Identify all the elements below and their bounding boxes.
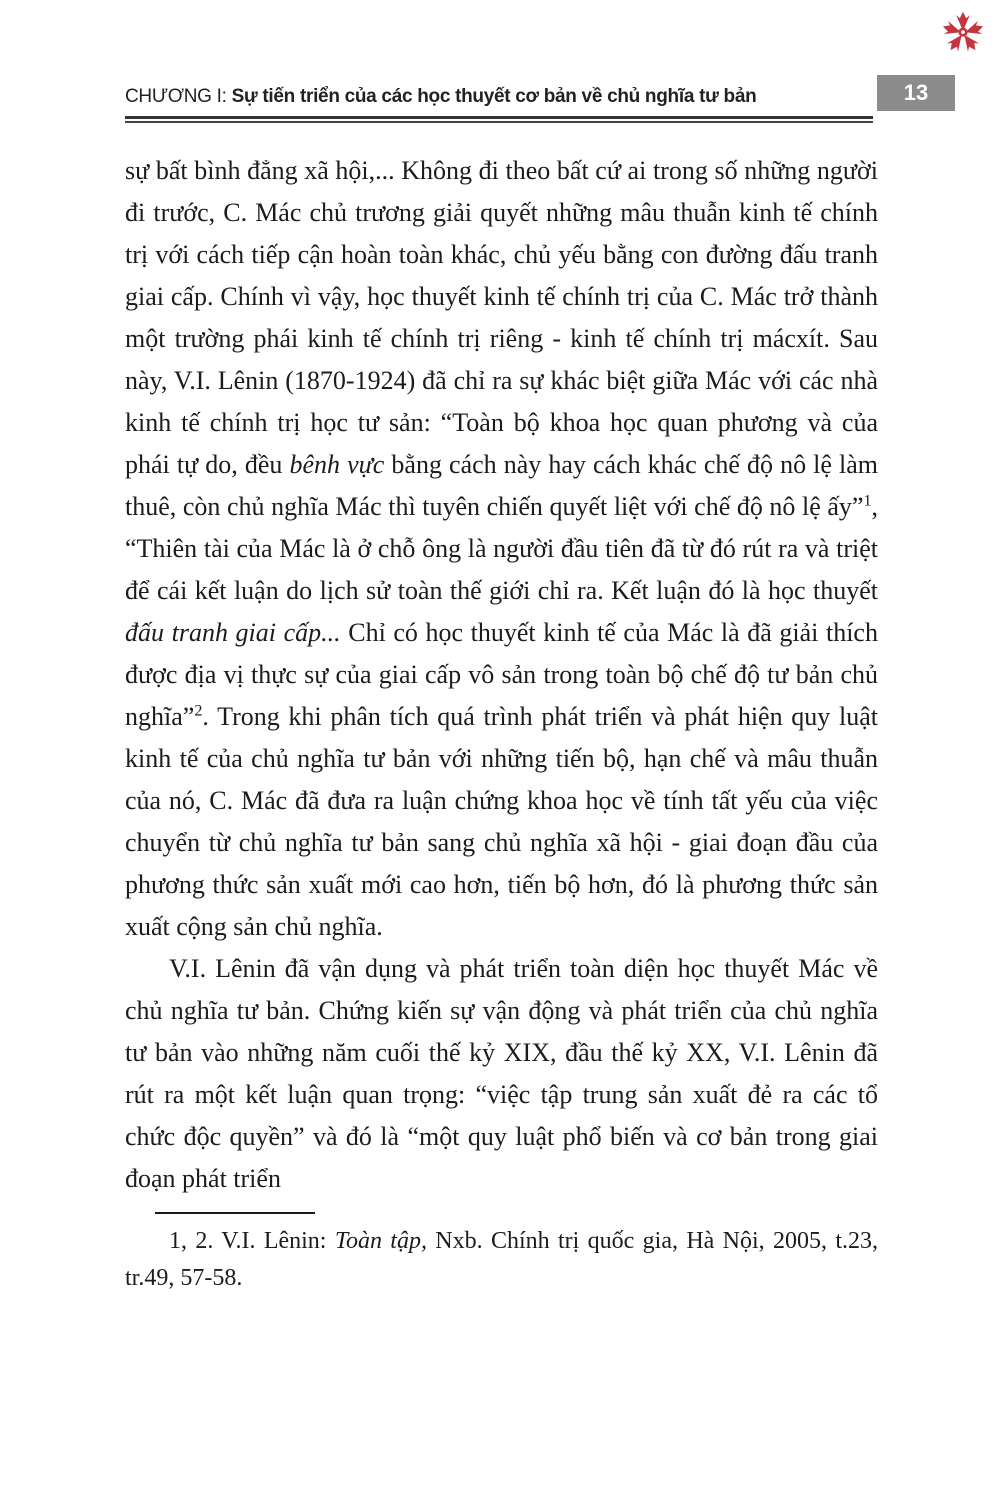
text-run: Chỉ có học thuyết kinh tế của Mác là đã giải thích được địa vị thực sự của giai cấp vô sản trong toàn bộ chế độ tư bản chủ nghĩa”: [125, 618, 878, 731]
publisher-flower-icon: [940, 10, 986, 56]
paragraph: [125, 948, 878, 1200]
header-double-rule: [125, 116, 873, 123]
text-run: bằng cách này hay cách khác chế độ nô lệ làm thuê, còn chủ nghĩa Mác thì tuyên chiến quyết liệt với chế độ nô lệ ấy”: [125, 450, 878, 521]
footnote: [125, 1212, 878, 1297]
body-text: [125, 150, 878, 1200]
footnote-reference: 1: [863, 492, 872, 510]
text-run: sự bất bình đẳng xã hội,... Không đi theo bất cứ ai trong số những người đi trước, C. Mác chủ trương giải quyết những mâu thuẫn kinh tế chính trị với cách tiếp cận hoàn toàn khác, chủ yếu bằng con đường đấu tranh giai cấp. Chính vì vậy, học thuyết kinh tế chính trị của C. Mác trở thành một trường phái kinh tế chính trị riêng - kinh tế chính trị mácxít. Sau này, V.I. Lênin (1870-1924) đã chỉ ra sự khác biệt giữa Mác với các nhà kinh tế chính trị học tư sản: “Toàn bộ khoa học quan phương và của phái tự do, đều: [125, 156, 878, 479]
chapter-label: CHƯƠNG I:: [125, 86, 227, 107]
emphasized-text: Toàn tập,: [334, 1228, 427, 1254]
footnote-divider: [155, 1212, 315, 1214]
text-run: V.I. Lênin đã vận dụng và phát triển toàn diện học thuyết Mác về chủ nghĩa tư bản. Chứng kiến sự vận động và phát triển của chủ nghĩa tư bản vào những năm cuối thế kỷ XIX, đầu thế kỷ XX, V.I. Lênin đã rút ra một kết luận quan trọng: “việc tập trung sản xuất đẻ ra các tổ chức độc quyền” và đó là “một quy luật phổ biến và cơ bản trong giai đoạn phát triển: [125, 954, 878, 1193]
page-number-badge: 13: [877, 75, 955, 111]
text-run: . Trong khi phân tích quá trình phát triển và phát hiện quy luật kinh tế của chủ nghĩa tư bản với những tiến bộ, hạn chế và mâu thuẫn của nó, C. Mác đã đưa ra luận chứng khoa học về tính tất yếu của việc chuyển từ chủ nghĩa tư bản sang chủ nghĩa xã hội - giai đoạn đầu của phương thức sản xuất mới cao hơn, tiến bộ hơn, đó là phương thức sản xuất cộng sản chủ nghĩa.: [125, 702, 878, 941]
text-run: , “Thiên tài của Mác là ở chỗ ông là người đầu tiên đã từ đó rút ra và triệt để cái kết luận do lịch sử toàn thế giới chỉ ra. Kết luận đó là học thuyết: [125, 492, 878, 605]
chapter-heading: [125, 86, 870, 108]
text-run: Nxb. Chính trị quốc gia, Hà Nội, 2005, t.23, tr.49, 57-58.: [125, 1228, 878, 1291]
paragraph: [125, 150, 878, 948]
footnote-reference: 2: [194, 702, 203, 720]
chapter-title: Sự tiến triển của các học thuyết cơ bản về chủ nghĩa tư bản: [231, 86, 757, 107]
emphasized-text: bênh vực: [289, 450, 385, 479]
emphasized-text: đấu tranh giai cấp...: [125, 618, 341, 647]
footnote-text: [125, 1223, 878, 1297]
text-run: 1, 2. V.I. Lênin:: [169, 1228, 335, 1254]
